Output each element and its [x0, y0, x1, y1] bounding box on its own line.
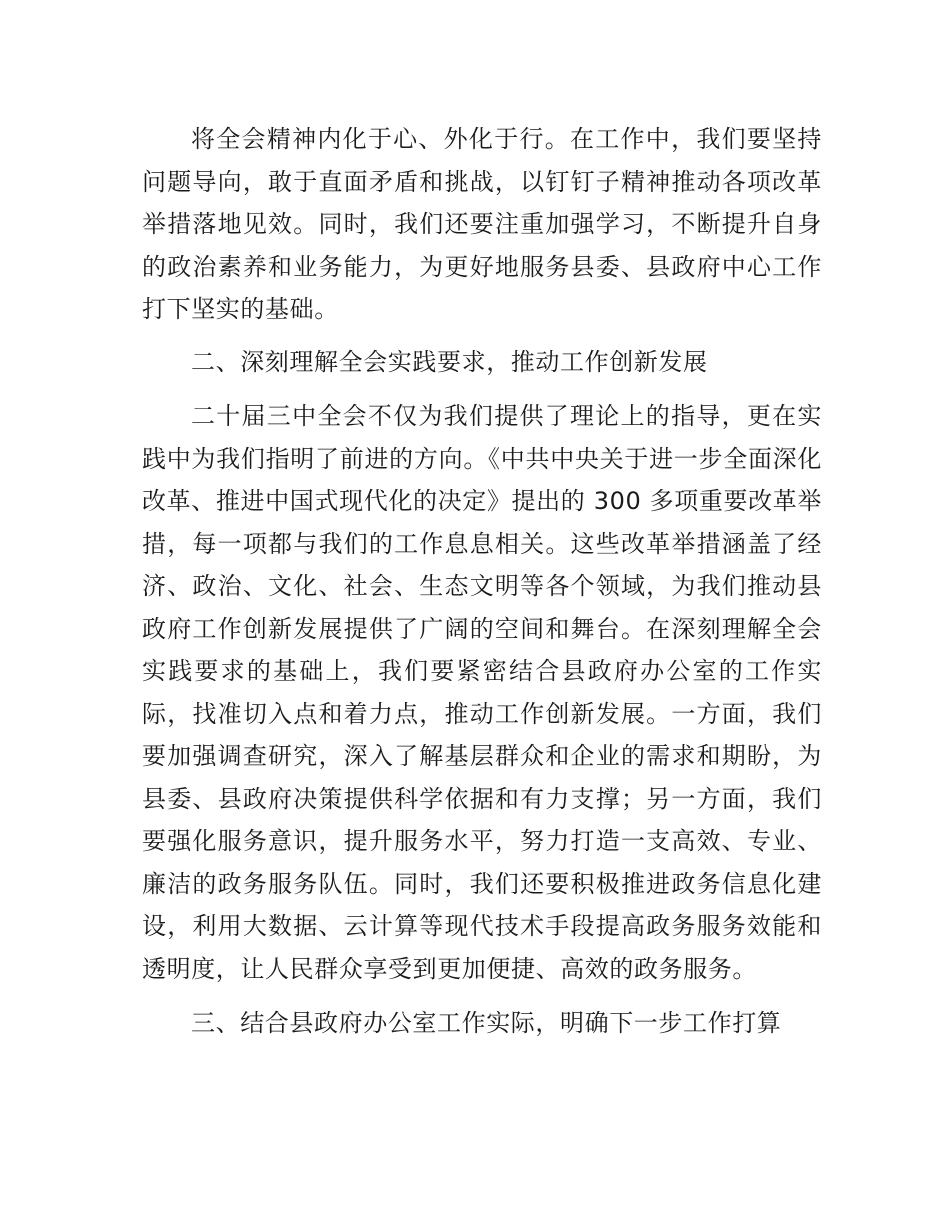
body-paragraph-1: 将全会精神内化于心、外化于行。在工作中，我们要坚持问题导向，敢于直面矛盾和挑战，以钉钉子精神推动各项改革举措落地见效。同时，我们还要注重加强学习，不断提升自身的政治素养和业务能力，为更好地服务县委、县政府中心工作打下坚实的基础。 [142, 125, 822, 323]
section-heading-3: 三、结合县政府办公室工作实际，明确下一步工作打算 [191, 1009, 782, 1037]
body-paragraph-2: 二十届三中全会不仅为我们提供了理论上的指导，更在实践中为我们指明了前进的方向。《中共中央关于进一步全面深化改革、推进中国式现代化的决定》提出的 300 多项重要改革举措，每一项都与我们的工作息息相关。这些改革举措涵盖了经济、政治、文化、社会、生态文明等各个领域，为我们推动县政府工作创新发展提供了广阔的空间和舞台。在深刻理解全会实践要求的基础上，我们要紧密结合县政府办公室的工作实际，找准切入点和着力点，推动工作创新发展。一方面，我们要加强调查研究，深入了解基层群众和企业的需求和期盼，为县委、县政府决策提供科学依据和有力支撑；另一方面，我们要强化服务意识，提升服务水平，努力打造一支高效、专业、廉洁的政务服务队伍。同时，我们还要积极推进政务信息化建设，利用大数据、云计算等现代技术手段提高政务服务效能和透明度，让人民群众享受到更加便捷、高效的政务服务。 [142, 402, 822, 983]
document-body [142, 118, 822, 1045]
section-heading-2: 二、深刻理解全会实践要求，推动工作创新发展 [191, 347, 708, 376]
